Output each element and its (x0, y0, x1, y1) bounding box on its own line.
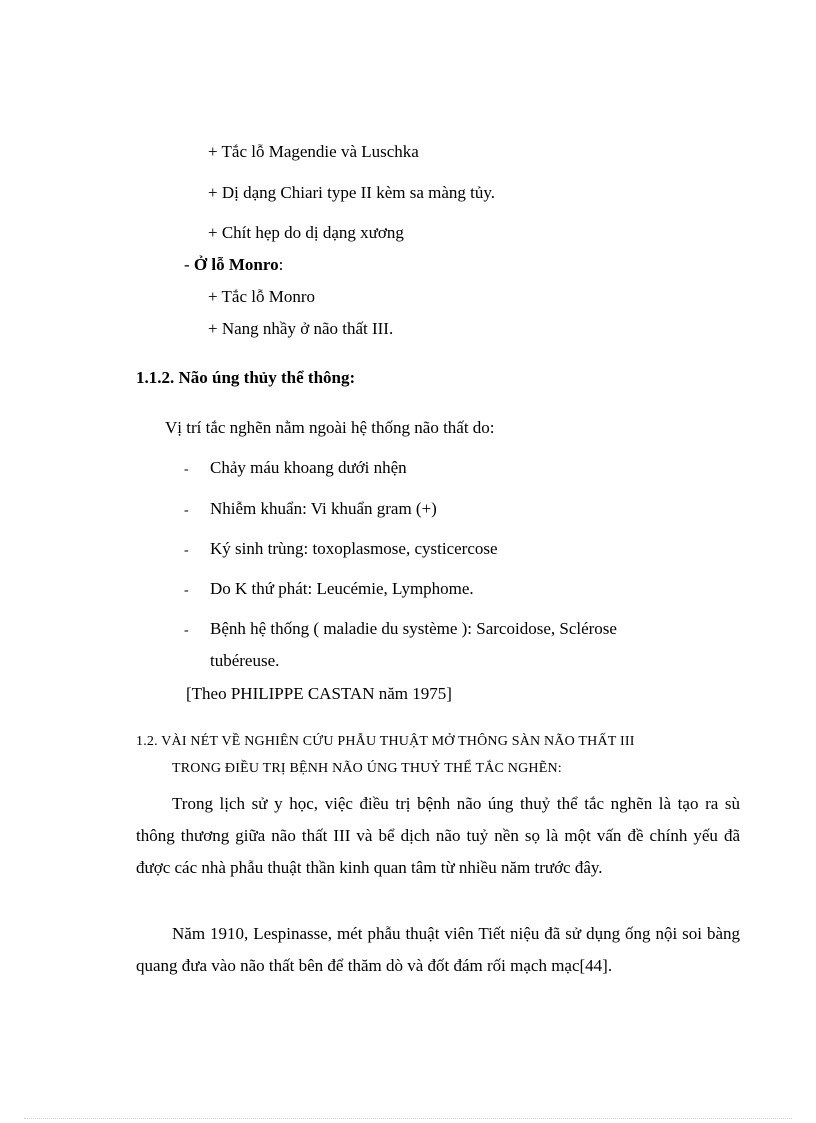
bullet-dash-icon: - (184, 503, 189, 518)
section-112-title: 1.1.2. Não úng thủy thể thông: (136, 368, 356, 387)
list-item-monro-block: + Tắc lỗ Monro (208, 287, 316, 306)
section-12-title-line1: 1.2. VÀI NÉT VỀ NGHIÊN CỨU PHẪU THUẬT MỞ THÔNG SÀN NÃO THẤT III (136, 734, 635, 749)
page-bottom-divider (24, 1118, 792, 1119)
bullet-dash-icon: - (184, 583, 189, 598)
list-item-chiari: + Dị dạng Chiari type II kèm sa màng tủy. (208, 183, 496, 202)
list-item-magendie: + Tắc lỗ Magendie và Luschka (208, 142, 419, 161)
bullet-item-infection: Nhiễm khuẩn: Vi khuẩn gram (+) (210, 499, 437, 518)
bullet-dash-icon: - (184, 623, 189, 638)
section-112-intro: Vị trí tắc nghẽn nằm ngoài hệ thống não thất do: (165, 418, 495, 437)
paragraph-lespinasse: Năm 1910, Lespinasse, mét phẫu thuật viên Tiết niệu đã sử dụng ống nội soi bàng quang đưa vào não thất bên để thăm dò và đốt đám rối mạch mạc[44]. (136, 924, 740, 975)
monro-suffix: : (278, 255, 284, 274)
bullet-item-subarachnoid: Chảy máu khoang dưới nhện (210, 458, 407, 477)
bullet-dash-icon: - (184, 543, 189, 558)
monro-bold-label: Ở lỗ Monro (193, 255, 279, 274)
bullet-item-systemic-continuation: tubéreuse. (210, 651, 280, 670)
list-item-colloid-cyst: + Nang nhầy ở não thất III. (208, 319, 394, 338)
section-12-title-line2: TRONG ĐIỀU TRỊ BỆNH NÃO ÚNG THUỶ THỂ TẮC NGHẼN: (172, 761, 562, 776)
bullet-dash-icon: - (184, 462, 189, 477)
monro-heading (184, 255, 283, 275)
bullet-item-parasites: Ký sinh trùng: toxoplasmose, cysticercose (210, 539, 498, 558)
list-item-bone-stenosis: + Chít hẹp do dị dạng xương (208, 223, 404, 242)
paragraph-history: Trong lịch sử y học, việc điều trị bệnh não úng thuỷ thể tắc nghẽn là tạo ra sù thông thương giữa não thất III và bể dịch não tuỷ nền sọ là một vấn đề chính yếu đã được các nhà phẫu thuật thần kinh quan tâm từ nhiều năm trước đây. (136, 794, 740, 877)
bullet-item-secondary-k: Do K thứ phát: Leucémie, Lymphome. (210, 579, 474, 598)
bullet-item-systemic: Bệnh hệ thống ( maladie du système ): Sarcoidose, Sclérose (210, 619, 617, 638)
monro-prefix: - (184, 255, 194, 274)
citation: [Theo PHILIPPE CASTAN năm 1975] (186, 684, 452, 703)
